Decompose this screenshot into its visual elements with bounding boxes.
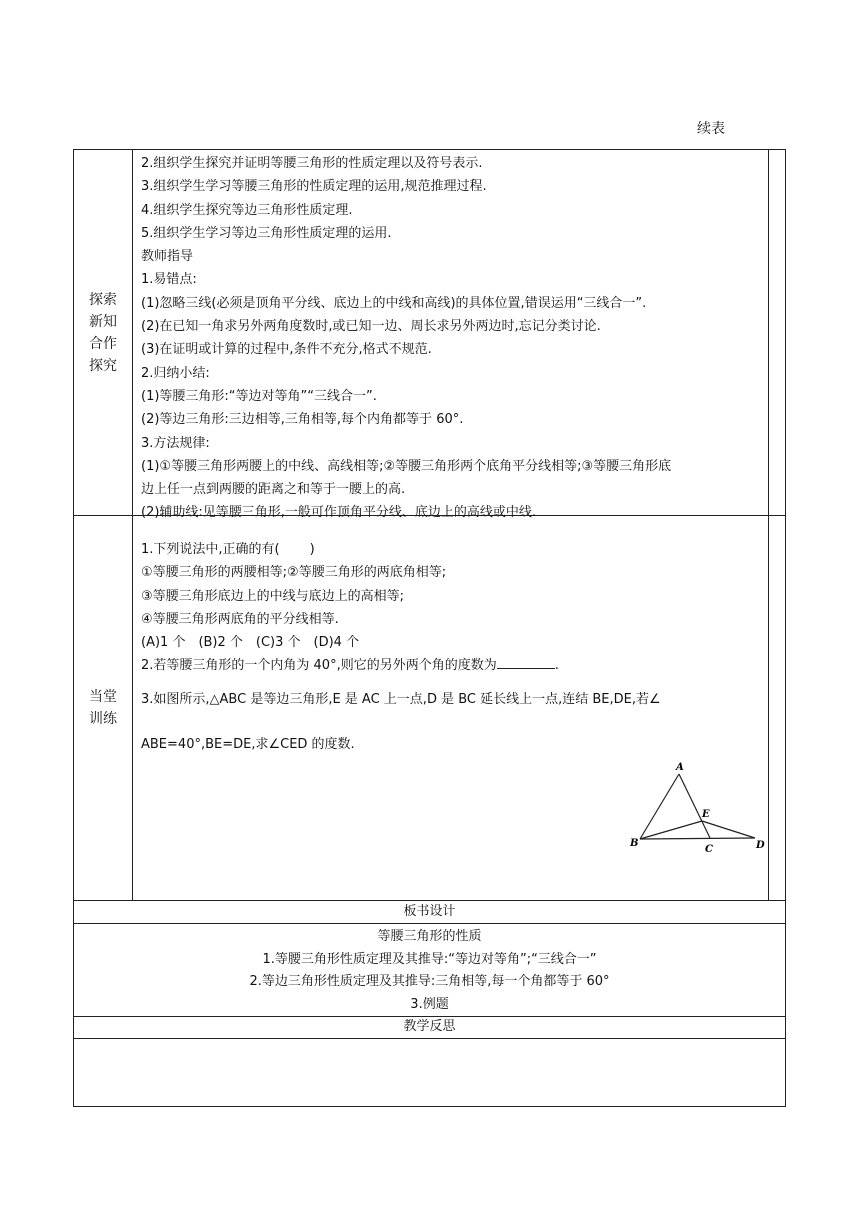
q2-text: 2.若等腰三角形的一个内角为 40°,则它的另外两个角的度数为 xyxy=(141,658,497,674)
label-line: 训练 xyxy=(89,711,117,727)
board-line: 2.等边三角形性质定理及其推导:三角相等,每一个角都等于 60° xyxy=(249,974,610,989)
label-b: B xyxy=(630,838,639,849)
explore-line: 教师指导 xyxy=(141,249,194,265)
board-header-row xyxy=(74,901,785,924)
segment-bd xyxy=(640,838,755,839)
explore-line: 3.方法规律: xyxy=(141,435,210,451)
question-2 xyxy=(141,654,762,677)
explore-content xyxy=(133,150,769,521)
reflection-header-row xyxy=(74,1017,785,1039)
explore-line: 边上任一点到两腰的距离之和等于一腰上的高. xyxy=(141,482,406,498)
reflection-header: 教学反思 xyxy=(403,1019,456,1034)
question-1-options: (A)1 个 (B)2 个 (C)3 个 (D)4 个 xyxy=(141,635,360,651)
board-content-row xyxy=(74,924,785,1017)
lesson-table xyxy=(73,149,786,1107)
explore-line: (1)①等腰三角形两腰上的中线、高线相等;②等腰三角形两个底角平分线相等;③等腰三角形底 xyxy=(141,458,672,474)
question-3-line2: ABE=40°,BE=DE,求∠CED 的度数. xyxy=(141,737,355,753)
explore-row xyxy=(74,150,785,521)
explore-line: 2.归纳小结: xyxy=(141,365,210,381)
board-line: 1.等腰三角形性质定理及其推导:“等边对等角”;“三线合一” xyxy=(262,951,597,967)
explore-line: (3)在证明或计算的过程中,条件不充分,格式不规范. xyxy=(141,342,432,358)
explore-line: 5.组织学生学习等边三角形性质定理的运用. xyxy=(141,225,392,241)
label-a: A xyxy=(676,762,684,773)
explore-line: (1)忽略三线(必须是顶角平分线、底边上的中线和高线)的具体位置,错误运用“三线合一”. xyxy=(141,295,647,311)
practice-row xyxy=(74,516,785,901)
right-column-cell xyxy=(769,516,785,900)
board-content xyxy=(74,924,785,1016)
explore-line: (2)在已知一角求另外两角度数时,或已知一边、周长求另外两边时,忘记分类讨论. xyxy=(141,319,601,335)
answer-blank xyxy=(497,656,555,669)
explore-line: 2.组织学生探究并证明等腰三角形的性质定理以及符号表示. xyxy=(141,156,483,171)
explore-line: (2)辅助线:见等腰三角形,一般可作顶角平分线、底边上的高线或中线. xyxy=(141,505,537,521)
label-line: 新知 xyxy=(89,313,117,330)
question-1-statement: ①等腰三角形的两腰相等;②等腰三角形的两底角相等; xyxy=(141,565,447,581)
board-title: 等腰三角形的性质 xyxy=(377,929,482,944)
continued-label: 续表 xyxy=(697,121,725,137)
board-line: 3.例题 xyxy=(410,996,449,1012)
explore-line: 1.易错点: xyxy=(141,272,197,288)
label-line: 合作 xyxy=(89,335,117,352)
q1-close: ) xyxy=(309,542,315,557)
side-ac xyxy=(679,774,710,838)
question-1-stem xyxy=(141,538,762,561)
label-e: E xyxy=(702,809,710,820)
practice-label xyxy=(74,516,133,900)
label-d: D xyxy=(756,840,765,851)
practice-content xyxy=(133,516,769,900)
q2-end: . xyxy=(554,658,559,674)
label-line: 探究 xyxy=(89,357,117,374)
right-column-cell xyxy=(769,150,785,515)
label-line: 当堂 xyxy=(89,689,117,705)
explore-line: (2)等边三角形:三边相等,三角相等,每个内角都等于 60°. xyxy=(141,412,464,428)
segment-ed xyxy=(702,821,755,838)
question-1-statement: ③等腰三角形底边上的中线与底边上的高相等; xyxy=(141,588,405,604)
board-header: 板书设计 xyxy=(403,904,456,919)
explore-label xyxy=(74,150,133,515)
explore-line: (1)等腰三角形:“等边对等角”“三线合一”. xyxy=(141,388,377,404)
explore-line: 4.组织学生探究等边三角形性质定理. xyxy=(141,202,353,218)
question-1-statement: ④等腰三角形两底角的平分线相等. xyxy=(141,611,339,627)
label-c: C xyxy=(705,844,713,855)
explore-line: 3.组织学生学习等腰三角形的性质定理的运用,规范推理过程. xyxy=(141,179,487,195)
q1-stem-text: 1.下列说法中,正确的有( xyxy=(141,542,280,557)
question-3-line1: 3.如图所示,△ABC 是等边三角形,E 是 AC 上一点,D 是 BC 延长线上一点,连结 BE,DE,若∠ xyxy=(141,691,661,707)
reflection-content-row xyxy=(74,1039,785,1106)
triangle-figure xyxy=(613,758,763,858)
label-line: 探索 xyxy=(89,291,117,308)
